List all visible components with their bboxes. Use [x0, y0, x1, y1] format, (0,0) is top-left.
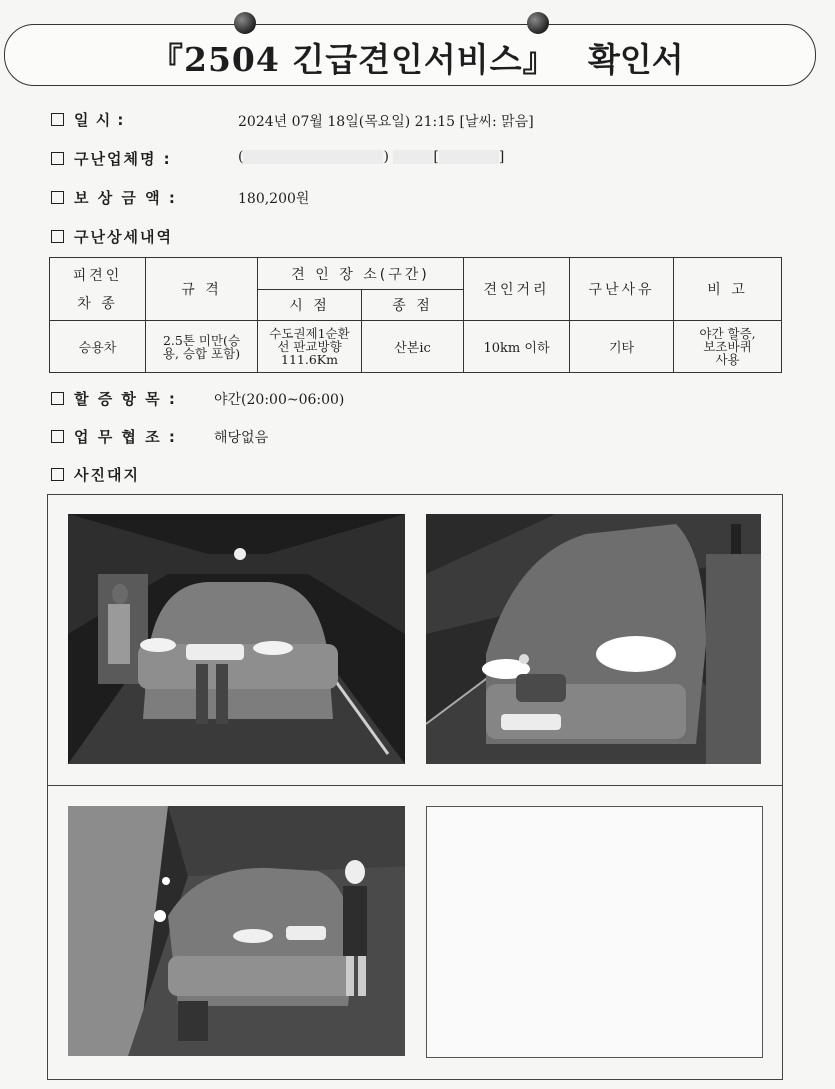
- header-start: 시 점: [258, 290, 362, 321]
- cell-vehicle: 승용차: [50, 321, 146, 373]
- header-reason: 구난사유: [570, 258, 674, 321]
- checkbox-icon: [51, 468, 64, 481]
- field-details: 구난상세내역: [51, 226, 173, 247]
- redacted-area: [439, 150, 499, 164]
- pin-icon: [234, 12, 256, 34]
- checkbox-icon: [51, 113, 64, 126]
- rescue-detail-table: [49, 257, 782, 373]
- field-cooperation: 업 무 협 조 :: [51, 426, 177, 447]
- redacted-area: [393, 150, 433, 164]
- divider: [48, 785, 782, 786]
- document-subtitle: 확인서: [588, 40, 684, 79]
- field-company: 구난업체명 :: [51, 148, 172, 169]
- cell-end: 산본ic: [362, 321, 464, 373]
- photo-rear-view: [68, 514, 405, 764]
- datetime-value: 2024년 07월 18일(목요일) 21:15 [날씨: 맑음]: [238, 114, 534, 130]
- field-surcharge: 할 증 항 목 :: [51, 388, 177, 409]
- header-location: 견 인 장 소(구간): [258, 258, 464, 290]
- checkbox-icon: [51, 152, 64, 165]
- cell-note: 야간 할증, 보조바퀴 사용: [674, 321, 782, 373]
- cell-reason: 기타: [570, 321, 674, 373]
- photo-side-view: [68, 806, 405, 1056]
- field-photos: 사진대지: [51, 464, 140, 485]
- field-amount: 보 상 금 액 :: [51, 187, 177, 208]
- header-end: 종 점: [362, 290, 464, 321]
- header-vehicle: 피견인 차 종: [50, 258, 146, 321]
- cell-spec: 2.5톤 미만(승 용, 승합 포함): [146, 321, 258, 373]
- checkbox-icon: [51, 430, 64, 443]
- cell-start: 수도권제1순환 선 판교방향 111.6Km: [258, 321, 362, 373]
- amount-value: 180,200원: [238, 191, 310, 207]
- company-value: ( ) [ ]: [238, 149, 505, 165]
- cooperation-value: 해당없음: [214, 430, 269, 446]
- checkbox-icon: [51, 191, 64, 204]
- field-datetime: 일 시 :: [51, 109, 124, 130]
- photo-front-view: [426, 514, 761, 764]
- header-note: 비 고: [674, 258, 782, 321]
- empty-photo-slot: [426, 806, 763, 1058]
- checkbox-icon: [51, 392, 64, 405]
- redacted-area: [243, 150, 383, 164]
- document-title: 『2504 긴급견인서비스』: [150, 40, 557, 79]
- surcharge-value: 야간(20:00~06:00): [214, 392, 345, 408]
- cell-distance: 10km 이하: [464, 321, 570, 373]
- header-spec: 규 격: [146, 258, 258, 321]
- checkbox-icon: [51, 230, 64, 243]
- pin-icon: [527, 12, 549, 34]
- header-distance: 견인거리: [464, 258, 570, 321]
